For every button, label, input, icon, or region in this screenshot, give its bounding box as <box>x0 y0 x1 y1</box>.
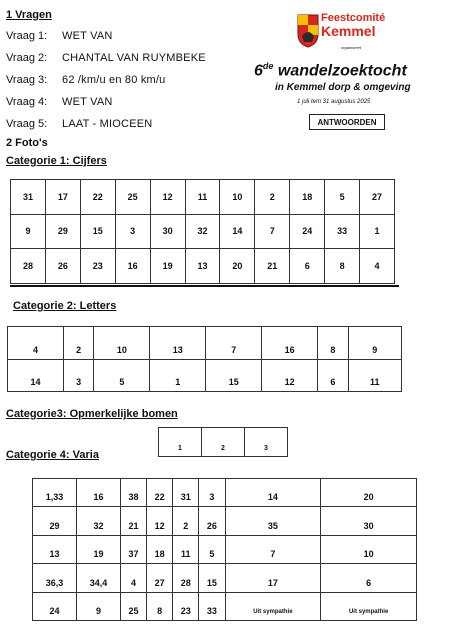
table-cell: 12 <box>150 180 185 215</box>
table-cell: 23 <box>173 592 199 620</box>
table-cell: 7 <box>255 214 290 249</box>
table-cell: 10 <box>94 327 150 360</box>
table-cell: 10 <box>321 535 417 563</box>
table-cell: 8 <box>318 327 349 360</box>
logo-line1: Feestcomité <box>321 12 386 24</box>
cat4-title: Categorie 4: Varia <box>6 449 99 461</box>
table-cell: 32 <box>76 507 120 535</box>
table-row <box>33 479 417 507</box>
table-row <box>8 359 402 392</box>
table-cell: 11 <box>173 535 199 563</box>
table-cell: 9 <box>348 327 401 360</box>
table-cell: 13 <box>185 249 220 284</box>
table-cell: 4 <box>8 327 64 360</box>
cat1-underline <box>10 285 399 287</box>
table-cell: 16 <box>262 327 318 360</box>
cat2-title: Categorie 2: Letters <box>13 300 117 312</box>
table-cell: 12 <box>262 359 318 392</box>
table-cell: 20 <box>220 249 255 284</box>
table-row <box>11 214 395 249</box>
question-answer: CHANTAL VAN RUYMBEKE <box>62 52 206 64</box>
table-cell: 17 <box>45 180 80 215</box>
table-cell: 22 <box>80 180 115 215</box>
answers-label: ANTWOORDEN <box>309 114 385 130</box>
table-row <box>33 592 417 620</box>
table-row <box>33 507 417 535</box>
table-cell: 18 <box>290 180 325 215</box>
table-cell: 1 <box>360 214 395 249</box>
table-cell: 2 <box>173 507 199 535</box>
cat2-table <box>7 326 402 392</box>
table-cell: 7 <box>225 535 321 563</box>
table-cell: 4 <box>120 564 146 592</box>
logo-tagline: organiseert <box>341 45 362 50</box>
table-cell: 32 <box>185 214 220 249</box>
page-subtitle: in Kemmel dorp & omgeving <box>275 82 411 93</box>
table-row <box>11 249 395 284</box>
table-cell: 21 <box>120 507 146 535</box>
logo <box>297 12 397 52</box>
table-cell: 38 <box>120 479 146 507</box>
table-cell: 18 <box>147 535 173 563</box>
table-cell: 11 <box>348 359 401 392</box>
table-cell: 5 <box>94 359 150 392</box>
table-cell: 9 <box>11 214 46 249</box>
table-cell: 36,3 <box>33 564 77 592</box>
question-answer: WET VAN <box>62 96 113 108</box>
table-cell: 26 <box>199 507 225 535</box>
table-cell: 14 <box>225 479 321 507</box>
table-cell: 20 <box>321 479 417 507</box>
table-row <box>33 535 417 563</box>
table-cell: 1 <box>150 359 206 392</box>
cat1-title: Categorie 1: Cijfers <box>6 155 107 167</box>
table-cell: 26 <box>45 249 80 284</box>
table-cell: 5 <box>199 535 225 563</box>
table-cell: 15 <box>199 564 225 592</box>
table-cell: 4 <box>360 249 395 284</box>
table-cell: 5 <box>325 180 360 215</box>
question-label: Vraag 5: <box>6 118 48 130</box>
table-cell: 30 <box>321 507 417 535</box>
table-cell: 29 <box>45 214 80 249</box>
table-cell: 3 <box>115 214 150 249</box>
table-cell: Uit sympathie <box>321 592 417 620</box>
table-cell: 12 <box>147 507 173 535</box>
table-cell: 24 <box>33 592 77 620</box>
table-cell: 16 <box>115 249 150 284</box>
table-cell: 19 <box>76 535 120 563</box>
table-cell: 21 <box>255 249 290 284</box>
table-cell: 7 <box>206 327 262 360</box>
title-rest: wandelzoektocht <box>273 62 407 80</box>
page-title <box>254 61 444 80</box>
table-cell: 8 <box>325 249 360 284</box>
logo-line2: Kemmel <box>321 23 376 39</box>
table-cell: 13 <box>33 535 77 563</box>
table-cell: 22 <box>147 479 173 507</box>
cat4-table <box>32 478 417 621</box>
title-sup: de <box>262 61 274 71</box>
table-row <box>11 180 395 215</box>
table-cell: 25 <box>115 180 150 215</box>
photos-heading: 2 Foto's <box>6 137 48 149</box>
table-row <box>159 428 288 457</box>
question-answer: 62 /km/u en 80 km/u <box>62 74 166 86</box>
table-cell: 3 <box>199 479 225 507</box>
question-answer: WET VAN <box>62 30 113 42</box>
question-label: Vraag 1: <box>6 30 48 42</box>
table-cell: 35 <box>225 507 321 535</box>
table-cell: 23 <box>80 249 115 284</box>
table-cell: 6 <box>321 564 417 592</box>
title-number: 6 <box>254 62 263 80</box>
table-cell: 29 <box>33 507 77 535</box>
table-cell: 9 <box>76 592 120 620</box>
table-cell: 27 <box>147 564 173 592</box>
table-cell: 3 <box>245 428 288 457</box>
table-cell: 33 <box>199 592 225 620</box>
table-cell: 19 <box>150 249 185 284</box>
table-cell: Uit sympathie <box>225 592 321 620</box>
question-answer: LAAT - MIOCEEN <box>62 118 153 130</box>
table-cell: 27 <box>360 180 395 215</box>
table-cell: 6 <box>318 359 349 392</box>
table-cell: 30 <box>150 214 185 249</box>
table-cell: 31 <box>173 479 199 507</box>
page-dates: 1 juli tem 31 augustus 2025 <box>297 99 371 105</box>
table-cell: 14 <box>220 214 255 249</box>
cat1-table <box>10 179 395 284</box>
table-cell: 11 <box>185 180 220 215</box>
table-cell: 31 <box>11 180 46 215</box>
table-row <box>33 564 417 592</box>
table-cell: 14 <box>8 359 64 392</box>
table-cell: 3 <box>63 359 94 392</box>
table-cell: 2 <box>202 428 245 457</box>
table-cell: 10 <box>220 180 255 215</box>
cat3-table <box>158 427 288 457</box>
table-cell: 28 <box>11 249 46 284</box>
crest-icon <box>297 14 319 48</box>
table-cell: 6 <box>290 249 325 284</box>
table-cell: 37 <box>120 535 146 563</box>
table-cell: 15 <box>206 359 262 392</box>
table-cell: 33 <box>325 214 360 249</box>
table-row <box>8 327 402 360</box>
table-cell: 24 <box>290 214 325 249</box>
table-cell: 28 <box>173 564 199 592</box>
table-cell: 2 <box>63 327 94 360</box>
table-cell: 17 <box>225 564 321 592</box>
table-cell: 8 <box>147 592 173 620</box>
question-label: Vraag 4: <box>6 96 48 108</box>
table-cell: 34,4 <box>76 564 120 592</box>
table-cell: 15 <box>80 214 115 249</box>
question-label: Vraag 2: <box>6 52 48 64</box>
table-cell: 2 <box>255 180 290 215</box>
table-cell: 1,33 <box>33 479 77 507</box>
table-cell: 25 <box>120 592 146 620</box>
cat3-title: Categorie3: Opmerkelijke bomen <box>6 408 178 420</box>
question-label: Vraag 3: <box>6 74 48 86</box>
questions-heading: 1 Vragen <box>6 9 52 21</box>
table-cell: 1 <box>159 428 202 457</box>
table-cell: 16 <box>76 479 120 507</box>
table-cell: 13 <box>150 327 206 360</box>
